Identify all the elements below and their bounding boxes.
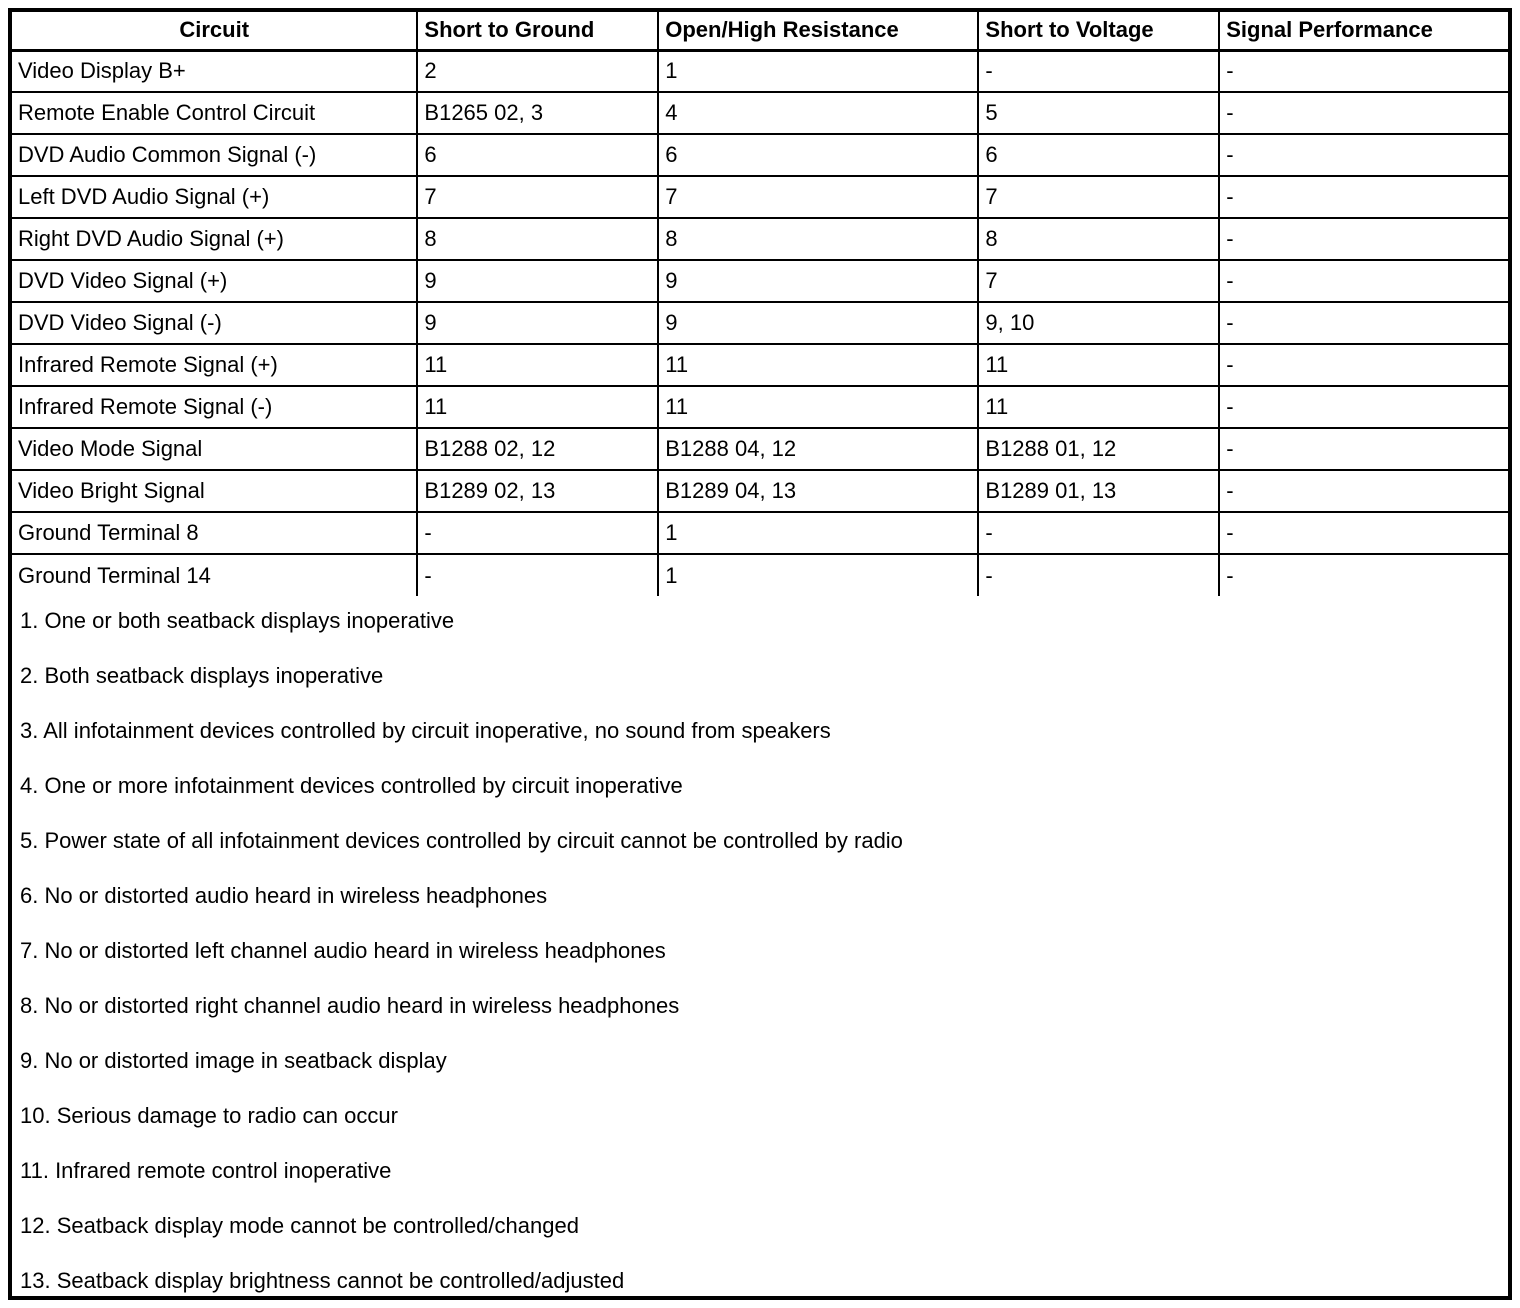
table-cell: - [1219,176,1508,218]
table-cell: - [1219,302,1508,344]
table-cell: 11 [978,386,1219,428]
table-cell: B1289 04, 13 [658,470,978,512]
table-cell: - [1219,218,1508,260]
footnote: 9. No or distorted image in seatback display [20,1048,447,1073]
table-cell: 6 [978,134,1219,176]
footnote: 13. Seatback display brightness cannot be controlled/adjusted [20,1268,625,1293]
table-cell: B1289 01, 13 [978,470,1219,512]
table-cell: - [1219,344,1508,386]
footnote: 5. Power state of all infotainment devices controlled by circuit cannot be controlled by radio [20,828,903,853]
table-row [12,134,1508,176]
table-cell: 11 [658,386,978,428]
circuit-name-cell: Right DVD Audio Signal (+) [12,218,417,260]
table-row [12,218,1508,260]
table-cell: 5 [978,92,1219,134]
table-row [12,512,1508,554]
table-cell: 1 [658,50,978,92]
table-cell: - [1219,428,1508,470]
table-cell: 6 [417,134,658,176]
table-cell: 11 [417,386,658,428]
document-frame [8,8,1512,1300]
table-row [12,176,1508,218]
footnote: 10. Serious damage to radio can occur [20,1103,398,1128]
table-row [12,344,1508,386]
table-cell: 9 [417,260,658,302]
circuit-name-cell: DVD Video Signal (+) [12,260,417,302]
footnote: 12. Seatback display mode cannot be controlled/changed [20,1213,579,1238]
circuit-name-cell: Video Bright Signal [12,470,417,512]
table-row [12,302,1508,344]
circuit-name-cell: Video Display B+ [12,50,417,92]
footnote: 8. No or distorted right channel audio heard in wireless headphones [20,993,680,1018]
table-cell: B1288 02, 12 [417,428,658,470]
table-row [12,428,1508,470]
table-row [12,260,1508,302]
table-cell: - [417,554,658,596]
circuit-name-cell: Video Mode Signal [12,428,417,470]
footnote: 6. No or distorted audio heard in wireless headphones [20,883,548,908]
table-cell: - [1219,386,1508,428]
table-cell: 8 [658,218,978,260]
table-cell: 1 [658,512,978,554]
circuit-name-cell: Left DVD Audio Signal (+) [12,176,417,218]
header-cell-short-to-ground: Short to Ground [417,12,658,50]
footnote: 4. One or more infotainment devices controlled by circuit inoperative [20,773,683,798]
table-cell: 2 [417,50,658,92]
footnote: 3. All infotainment devices controlled by circuit inoperative, no sound from speakers [20,718,831,743]
table-cell: 9 [417,302,658,344]
footnote: 1. One or both seatback displays inoperative [20,608,455,633]
table-cell: - [1219,470,1508,512]
table-cell: - [1219,512,1508,554]
circuit-name-cell: Ground Terminal 8 [12,512,417,554]
table-cell: - [1219,134,1508,176]
table-row [12,92,1508,134]
table-cell: - [978,512,1219,554]
table-header [12,12,1508,50]
circuit-name-cell: Remote Enable Control Circuit [12,92,417,134]
circuit-diagnostic-table [12,12,1508,596]
table-cell: 7 [658,176,978,218]
circuit-name-cell: Infrared Remote Signal (-) [12,386,417,428]
footnote: 11. Infrared remote control inoperative [20,1158,392,1183]
header-cell-short-to-voltage: Short to Voltage [978,12,1219,50]
table-cell: 8 [417,218,658,260]
table-row [12,50,1508,92]
table-cell: 7 [978,176,1219,218]
footnote: 2. Both seatback displays inoperative [20,663,384,688]
table-body [12,50,1508,596]
table-row [12,386,1508,428]
circuit-name-cell: DVD Audio Common Signal (-) [12,134,417,176]
header-cell-open-high-resistance: Open/High Resistance [658,12,978,50]
footnotes-section [12,596,1508,1293]
table-cell: - [1219,554,1508,596]
table-cell: B1288 04, 12 [658,428,978,470]
table-cell: 11 [978,344,1219,386]
table-row [12,470,1508,512]
table-cell: 7 [978,260,1219,302]
circuit-name-cell: Infrared Remote Signal (+) [12,344,417,386]
table-cell: B1289 02, 13 [417,470,658,512]
table-cell: - [1219,260,1508,302]
table-cell: 6 [658,134,978,176]
table-cell: - [1219,92,1508,134]
table-cell: B1265 02, 3 [417,92,658,134]
table-cell: 4 [658,92,978,134]
table-cell: 1 [658,554,978,596]
footnote: 7. No or distorted left channel audio heard in wireless headphones [20,938,666,963]
table-cell: - [978,554,1219,596]
table-row [12,554,1508,596]
table-cell: 11 [417,344,658,386]
table-header-row [12,12,1508,50]
table-cell: 9 [658,302,978,344]
table-cell: 7 [417,176,658,218]
table-cell: 11 [658,344,978,386]
header-cell-signal-performance: Signal Performance [1219,12,1508,50]
table-cell: - [417,512,658,554]
table-cell: 8 [978,218,1219,260]
table-cell: - [1219,50,1508,92]
circuit-name-cell: Ground Terminal 14 [12,554,417,596]
table-cell: B1288 01, 12 [978,428,1219,470]
header-cell-circuit: Circuit [12,12,417,50]
table-cell: 9, 10 [978,302,1219,344]
table-cell: - [978,50,1219,92]
table-cell: 9 [658,260,978,302]
circuit-name-cell: DVD Video Signal (-) [12,302,417,344]
